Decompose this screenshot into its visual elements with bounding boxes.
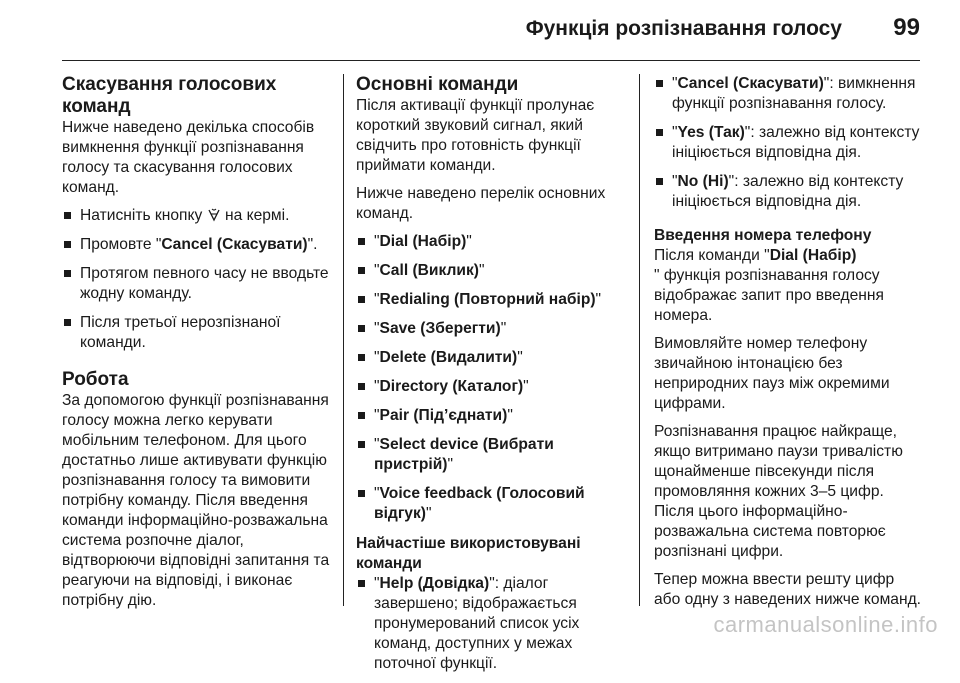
command-item: "Help (Довідка)": діалог завершено; відображається пронумерований список усіх команд, доступних у межах поточної функції.	[356, 574, 620, 674]
watermark: carmanualsonline.info	[713, 612, 938, 637]
steering-wheel-voice-icon	[207, 208, 221, 222]
command-item: "Yes (Так)": залежно від контексту ініціюється відповідна дія.	[654, 123, 922, 163]
bullet-icon	[656, 129, 663, 136]
bullet-icon	[64, 212, 71, 219]
command-item: "No (Ні)": залежно від контексту ініціюється відповідна дія.	[654, 172, 922, 212]
column-1	[62, 74, 330, 619]
list-item: Після третьої нерозпізнаної команди.	[62, 313, 330, 353]
bullet-icon	[656, 80, 663, 87]
list-item: Протягом певного часу не вводьте жодну команду.	[62, 264, 330, 304]
command-item: "Directory (Каталог)"	[356, 377, 620, 397]
frequent-commands-heading: Найчастіше використовувані команди	[356, 535, 581, 572]
column-3	[654, 74, 922, 618]
bullet-icon	[358, 490, 365, 497]
command-item: "Call (Виклик)"	[356, 261, 620, 281]
commands-list	[356, 232, 620, 524]
command-item: "Pair (Під’єднати)"	[356, 406, 620, 426]
bullet-icon	[358, 441, 365, 448]
bullet-icon	[358, 296, 365, 303]
list-item: Натисніть кнопку на кермі.	[62, 206, 330, 226]
bullet-icon	[64, 270, 71, 277]
command-item: "Save (Зберегти)"	[356, 319, 620, 339]
section-title: Функція розпізнавання голосу	[525, 17, 842, 40]
bullet-icon	[358, 354, 365, 361]
bullet-icon	[64, 241, 71, 248]
command-item: "Redialing (Повторний набір)"	[356, 290, 620, 310]
command-item: "Dial (Набір)"	[356, 232, 620, 252]
page-number: 99	[893, 14, 920, 41]
bullet-icon	[358, 580, 365, 587]
command-item: "Delete (Видалити)"	[356, 348, 620, 368]
basic-commands-list-intro: Нижче наведено перелік основних команд.	[356, 185, 606, 222]
basic-commands-heading: Основні команди	[356, 74, 519, 95]
operation-paragraph: За допомогою функції розпізнавання голосу можна легко керувати мобільним телефоном. Для цього достатньо лише активувати функцію розпізнавання голосу та вимовити потрібну команду. Після введення команди інформаційно-розважальна система розпочне діалог, відтворюючи відповідні запитання та реагуючи на відповіді, і виконає потрібну дію.	[62, 392, 330, 609]
basic-commands-intro: Після активації функції пролунає короткий звуковий сигнал, який свідчить про готовність функції приймати команди.	[356, 97, 595, 174]
number-entry-heading: Введення номера телефону	[654, 227, 872, 244]
cancel-intro: Нижче наведено декілька способів вимкнення функції розпізнавання голосу та скасування голосових команд.	[62, 119, 315, 196]
bullet-icon	[358, 267, 365, 274]
column-divider-2	[639, 74, 640, 606]
cancel-heading: Скасування голосових команд	[62, 74, 277, 117]
bullet-icon	[656, 178, 663, 185]
cancel-list	[62, 206, 330, 353]
header-divider	[62, 60, 920, 61]
frequent-commands-list	[356, 574, 620, 674]
number-entry-paragraph-1: Після команди "Dial (Набір) " функція розпізнавання голосу відображає запит про введення номера.	[654, 247, 884, 324]
list-item: Промовте "Cancel (Скасувати)".	[62, 235, 330, 255]
command-item: "Select device (Вибрати пристрій)"	[356, 435, 620, 475]
number-entry-paragraph-3: Розпізнавання працює найкраще, якщо витримано паузи тривалістю щонайменше півсекунди після промовляння кожних 3–5 цифр. Після цього інформаційно-розважальна система повторює розпізнані цифри.	[654, 423, 903, 560]
bullet-icon	[358, 238, 365, 245]
page-header	[0, 0, 960, 62]
command-item: "Cancel (Скасувати)": вимкнення функції розпізнавання голосу.	[654, 74, 922, 114]
column-2	[356, 74, 620, 683]
number-entry-paragraph-4: Тепер можна ввести решту цифр або одну з наведених нижче команд.	[654, 571, 922, 608]
bullet-icon	[358, 412, 365, 419]
command-item: "Voice feedback (Голосовий відгук)"	[356, 484, 620, 524]
operation-heading: Робота	[62, 369, 129, 390]
bullet-icon	[64, 319, 71, 326]
frequent-commands-list-cont	[654, 74, 922, 212]
number-entry-paragraph-2: Вимовляйте номер телефону звичайною інтонацією без неприродних пауз між окремими цифрами.	[654, 335, 890, 412]
bullet-icon	[358, 383, 365, 390]
column-divider-1	[343, 74, 344, 606]
bullet-icon	[358, 325, 365, 332]
